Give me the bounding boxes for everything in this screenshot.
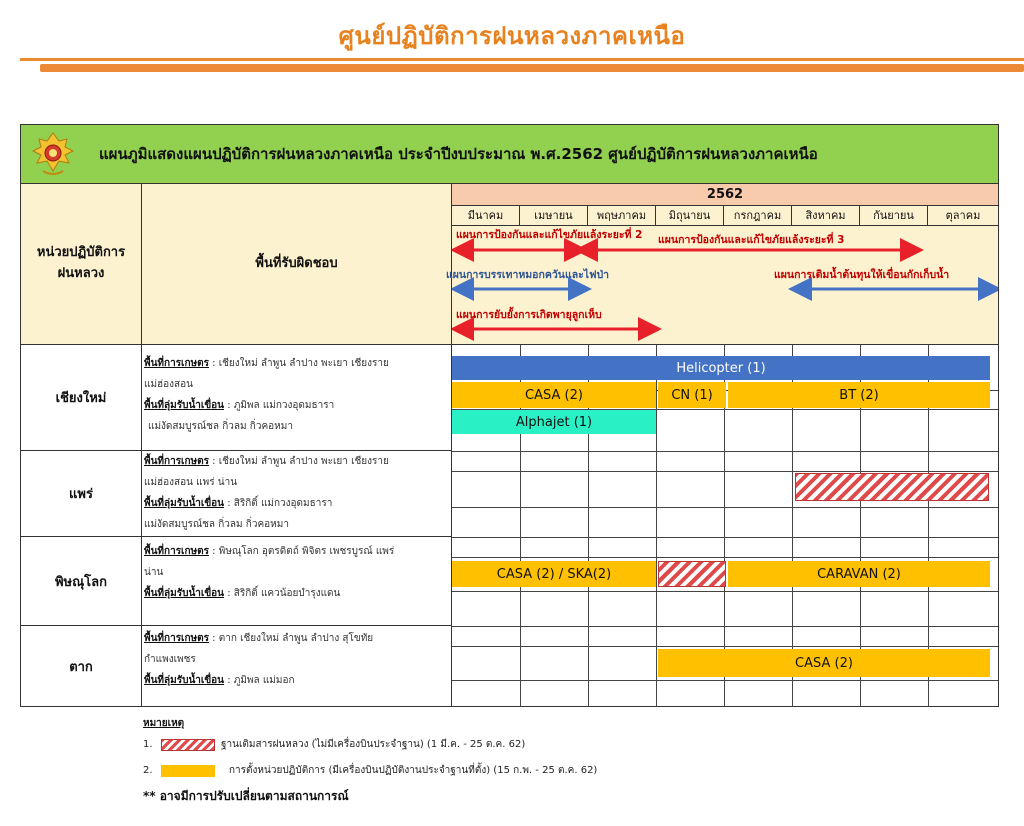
month-sep: กันยายน — [860, 206, 928, 226]
royal-rainmaking-emblem-icon — [29, 131, 77, 177]
ag-text-cont: กำแพงเพชร — [144, 654, 196, 665]
month-apr: เมษายน — [520, 206, 588, 226]
unit-phrae: แพร่ — [21, 451, 142, 537]
dam-text-cont: แม่งัดสมบูรณ์ชล กิ่วลม กิ่วคอหมา — [148, 421, 293, 432]
ag-text: : เชียงใหม่ ลำพูน ลำปาง พะเยา เชียงราย — [209, 358, 389, 369]
sheet-header — [21, 125, 998, 184]
plan-label-drought-3: แผนการป้องกันและแก้ไขภัยแล้งระยะที่ 3 — [658, 234, 845, 246]
grid-line — [452, 507, 998, 508]
grid-line — [452, 680, 998, 681]
title-rule-thin — [20, 58, 1024, 61]
area-header — [142, 184, 452, 345]
dam-text: : สิริกิติ์ แม่กวงอุดมธารา — [224, 498, 333, 509]
bar-caravan: CARAVAN (2) — [728, 561, 990, 587]
grid-line — [656, 345, 657, 707]
dam-text: : ภูมิพล แม่กวงอุดมธารา — [224, 400, 335, 411]
bar-casa-chiangmai: CASA (2) — [452, 382, 656, 408]
unit-tak: ตาก — [21, 626, 142, 707]
note-hatch-swatch — [161, 739, 215, 751]
ag-label: พื้นที่การเกษตร — [144, 633, 209, 644]
ag-label: พื้นที่การเกษตร — [144, 546, 209, 557]
ag-label: พื้นที่การเกษตร — [144, 358, 209, 369]
bar-casa-tak: CASA (2) — [658, 649, 990, 677]
dam-text: : สิริกิติ์ แควน้อยบำรุงแดน — [224, 588, 341, 599]
month-jul: กรกฎาคม — [724, 206, 792, 226]
plan-label-haze: แผนการบรรเทาหมอกควันและไฟป่า — [446, 269, 610, 281]
notes-heading: หมายเหตุ — [143, 718, 185, 729]
bar-casa-ska: CASA (2) / SKA(2) — [452, 561, 656, 587]
title-rule-thick — [40, 64, 1024, 72]
unit-phitsanulok: พิษณุโลก — [21, 537, 142, 626]
unit-chiangmai: เชียงใหม่ — [21, 345, 142, 451]
bar-cn: CN (1) — [658, 382, 726, 408]
month-aug: สิงหาคม — [792, 206, 860, 226]
note-2-number: 2. — [143, 765, 153, 776]
grid-line — [452, 626, 998, 627]
area-phitsanulok — [142, 537, 452, 626]
area-header-text: พื้นที่รับผิดชอบ — [255, 255, 338, 271]
grid-line — [452, 646, 998, 647]
plan-sheet — [20, 124, 999, 707]
grid-line — [452, 557, 998, 558]
plan-label-drought-2: แผนการป้องกันและแก้ไขภัยแล้งระยะที่ 2 — [456, 229, 643, 241]
note-disclaimer: ** อาจมีการปรับเปลี่ยนตามสถานการณ์ — [143, 789, 349, 803]
note-1-text: ฐานเติมสารฝนหลวง (ไม่มีเครื่องบินประจำฐาน) (1 มี.ค. - 25 ต.ค. 62) — [221, 739, 526, 750]
ag-text: : เชียงใหม่ ลำพูน ลำปาง พะเยา เชียงราย — [209, 456, 389, 467]
note-yellow-swatch — [161, 765, 215, 777]
plan-label-hail: แผนการยับยั้งการเกิดพายุลูกเห็บ — [456, 309, 602, 321]
grid-line — [452, 591, 998, 592]
bar-alphajet: Alphajet (1) — [452, 410, 656, 434]
year-header: 2562 — [452, 184, 998, 206]
dam-label: พื้นที่ลุ่มรับน้ำเขื่อน — [144, 498, 225, 509]
month-oct: ตุลาคม — [928, 206, 998, 226]
dam-label: พื้นที่ลุ่มรับน้ำเขื่อน — [144, 588, 225, 599]
bar-helicopter: Helicopter (1) — [452, 356, 990, 380]
ag-label: พื้นที่การเกษตร — [144, 456, 209, 467]
grid-line — [452, 471, 998, 472]
bar-phitsanulok-base — [658, 561, 726, 587]
area-phrae — [142, 451, 452, 537]
grid-line — [452, 537, 998, 538]
ag-text: : ตาก เชียงใหม่ ลำพูน ลำปาง สุโขทัย — [209, 633, 374, 644]
dam-label: พื้นที่ลุ่มรับน้ำเขื่อน — [144, 400, 225, 411]
month-may: พฤษภาคม — [588, 206, 656, 226]
dam-text-cont: แม่งัดสมบูรณ์ชล กิ่วลม กิ่วคอหมา — [144, 519, 289, 530]
ag-text: : พิษณุโลก อุตรดิตถ์ พิจิตร เพชรบูรณ์ แพร่ — [209, 546, 395, 557]
ag-text-cont: แม่ฮ่องสอน แพร่ น่าน — [144, 477, 238, 488]
bar-phrae-base — [795, 473, 989, 501]
unit-header-text: หน่วยปฏิบัติการ ฝนหลวง — [36, 245, 126, 281]
note-1 — [143, 737, 525, 752]
month-mar: มีนาคม — [452, 206, 520, 226]
dam-text: : ภูมิพล แม่มอก — [224, 675, 295, 686]
note-2 — [143, 763, 597, 778]
sheet-title: แผนภูมิแสดงแผนปฏิบัติการฝนหลวงภาคเหนือ ประจำปีงบประมาณ พ.ศ.2562 ศูนย์ปฏิบัติการฝนหลวงภาคเหนือ — [99, 145, 818, 163]
grid-line — [452, 451, 998, 452]
ag-text-cont: แม่ฮ่องสอน — [144, 379, 193, 390]
plan-label-dam: แผนการเติมน้ำต้นทุนให้เขื่อนกักเก็บน้ำ — [774, 269, 950, 281]
area-tak — [142, 626, 452, 707]
area-chiangmai — [142, 345, 452, 451]
unit-header — [21, 184, 142, 345]
page-title: ศูนย์ปฏิบัติการฝนหลวงภาคเหนือ — [338, 22, 686, 50]
note-1-number: 1. — [143, 739, 153, 750]
bar-bt: BT (2) — [728, 382, 990, 408]
plans-area — [446, 226, 998, 345]
ag-text-cont: น่าน — [144, 567, 164, 578]
note-2-text: การตั้งหน่วยปฏิบัติการ (มีเครื่องบินปฏิบัติงานประจำฐานที่ตั้ง) (15 ก.พ. - 25 ต.ค. 62) — [229, 765, 598, 776]
dam-label: พื้นที่ลุ่มรับน้ำเขื่อน — [144, 675, 225, 686]
month-jun: มิถุนายน — [656, 206, 724, 226]
